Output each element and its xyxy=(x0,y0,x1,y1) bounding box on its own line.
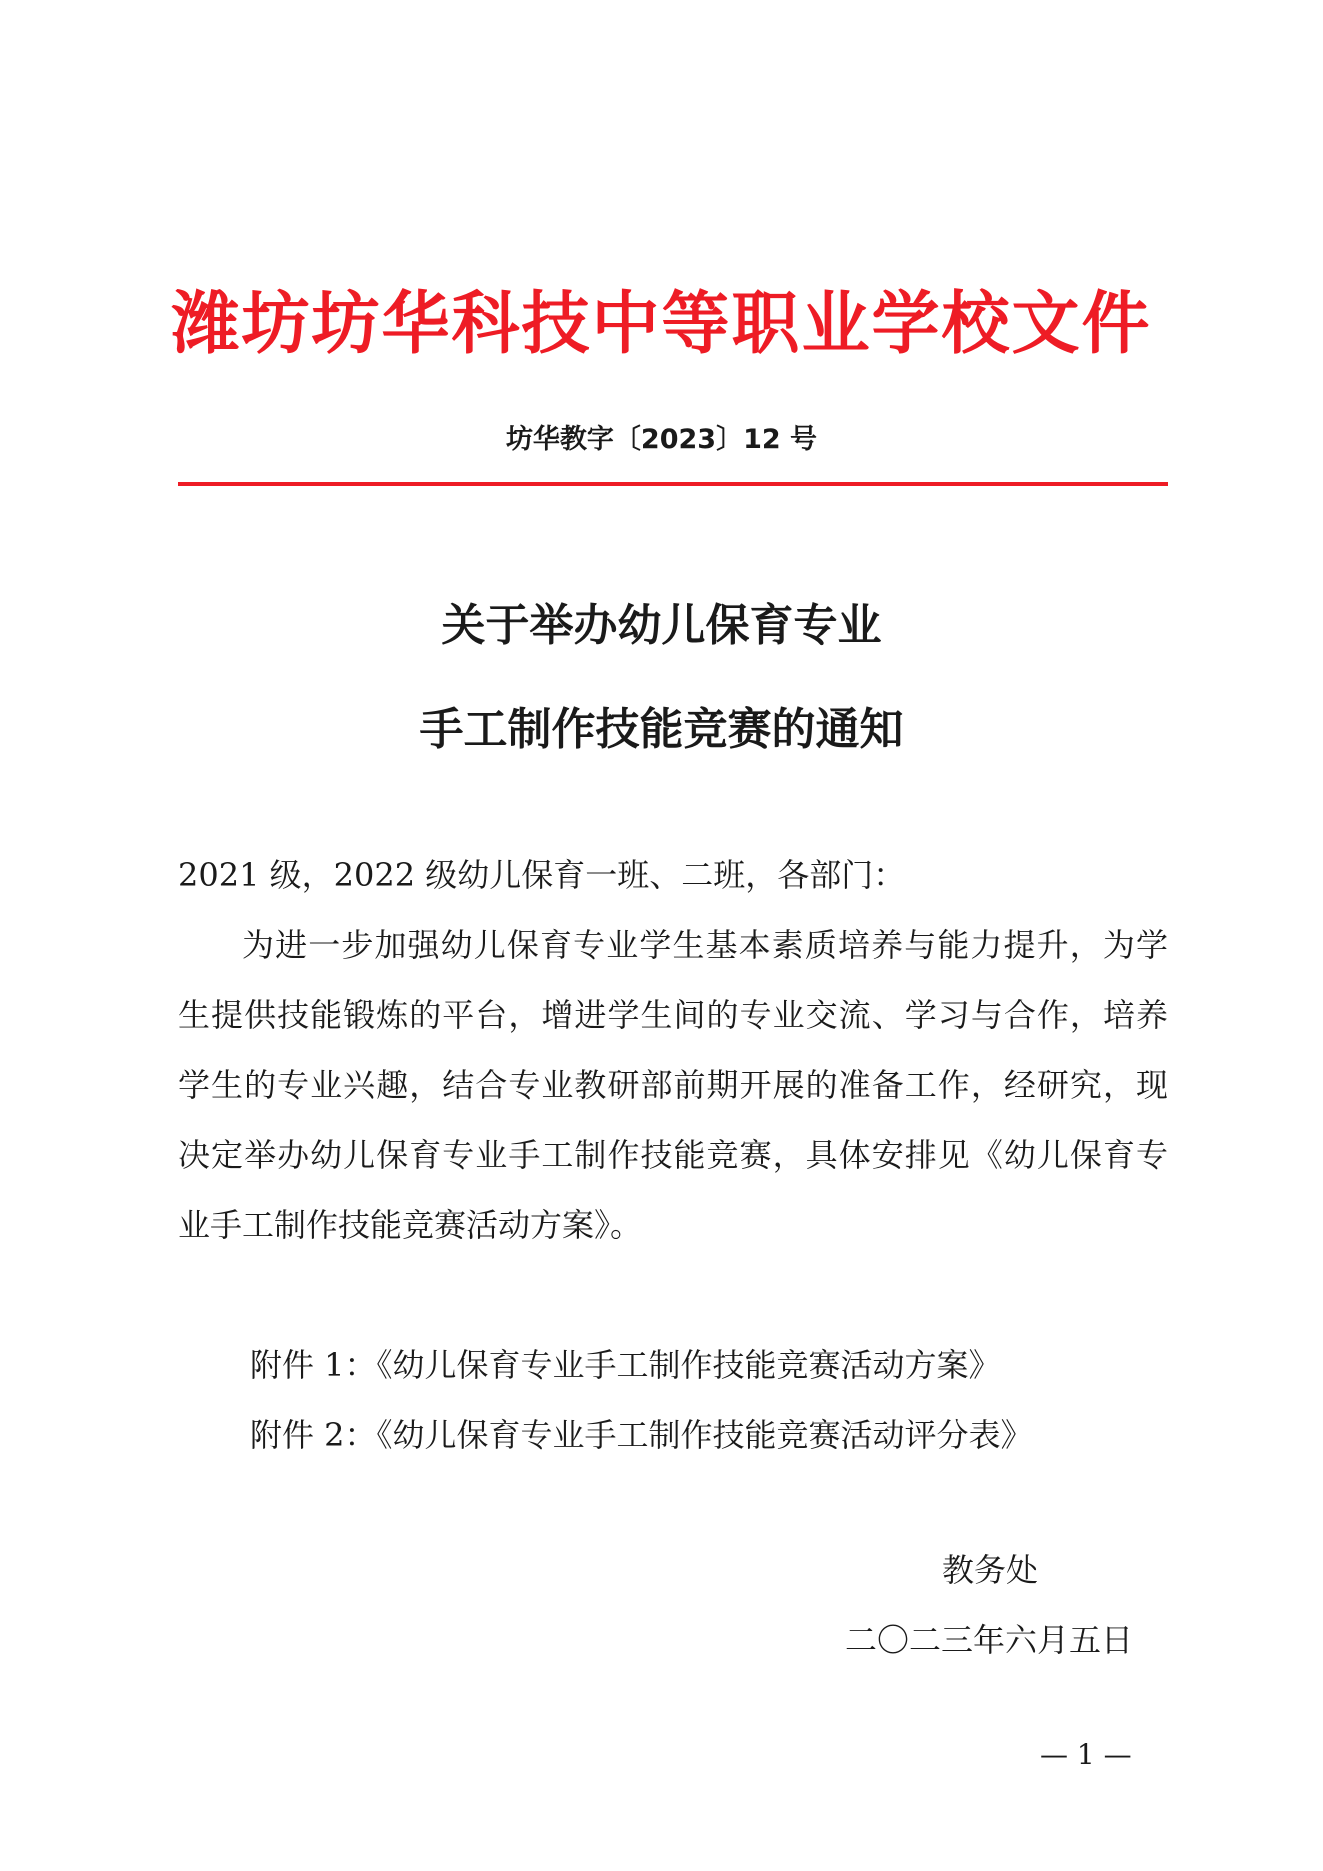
issuing-department: 教务处 xyxy=(942,1551,1039,1589)
attachment-2: 附件 2：《幼儿保育专业手工制作技能竞赛活动评分表》 xyxy=(250,1416,1033,1454)
document-number: 坊华教字〔2023〕12 号 xyxy=(505,424,818,455)
notice-title-line-1: 关于举办幼儿保育专业 xyxy=(441,600,882,651)
page-number: — 1 — xyxy=(1040,1738,1132,1771)
attachment-1: 附件 1：《幼儿保育专业手工制作技能竞赛活动方案》 xyxy=(250,1346,1001,1384)
header-divider xyxy=(178,482,1168,486)
notice-body-paragraph: 为进一步加强幼儿保育专业学生基本素质培养与能力提升，为学生提供技能锻炼的平台，增进学生间的专业交流、学习与合作，培养学生的专业兴趣，结合专业教研部前期开展的准备工作，经研究，现决定举办幼儿保育专业手工制作技能竞赛，具体安排见《幼儿保育专业手工制作技能竞赛活动方案》。 xyxy=(178,926,1168,1244)
issue-date: 二〇二三年六月五日 xyxy=(845,1621,1134,1659)
document-header-title: 潍坊坊华科技中等职业学校文件 xyxy=(171,285,1152,364)
notice-title-line-2: 手工制作技能竞赛的通知 xyxy=(419,704,904,755)
salutation: 2021 级，2022 级幼儿保育一班、二班，各部门： xyxy=(178,856,906,894)
